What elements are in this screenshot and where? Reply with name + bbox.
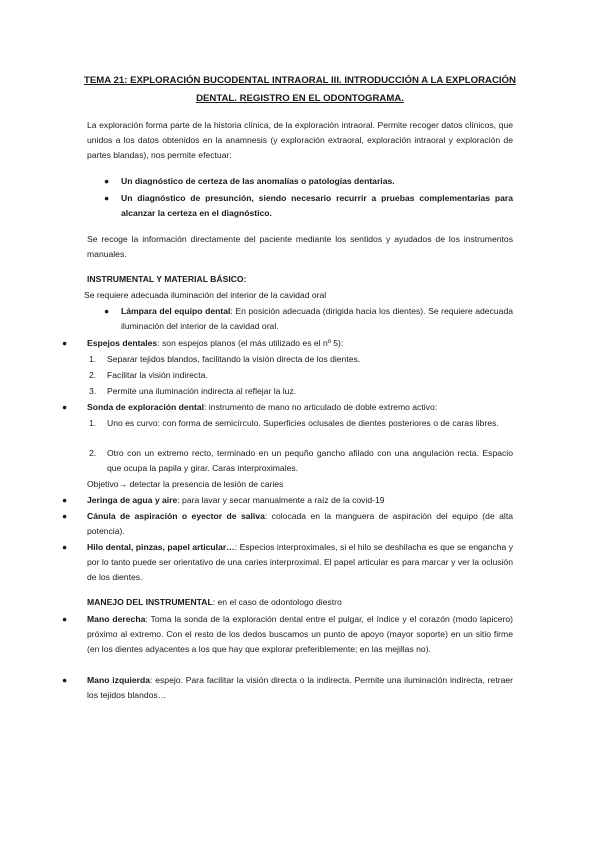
diagnosis-item-1: Un diagnóstico de certeza de las anomalías o patologías dentarias. xyxy=(121,176,395,186)
canula-item xyxy=(87,509,513,539)
hilo-text: : Especios interproximales, si el hilo se deshilacha es que se engancha y por lo tanto puede ser orientativo de una caries interproximal. El papel articular es para marcar y ver la oclusión de los dientes. xyxy=(87,542,513,583)
sonda-subitem-2: Otro con un extremo recto, terminado en un pequño gancho afilado con una angulación recta. Espacio que ocupa la papila y girar. Caras interproximales. xyxy=(107,448,513,474)
lampara-term: Lámpara del equipo dental xyxy=(121,306,231,316)
intro-paragraph: La exploración forma parte de la historia clínica, de la exploración intraoral. Permite recoger datos clínicos, que unidos a los datos obtenidos en la anamnesis (y exploración extraoral, exploración intraoral y exploración de partes blandas), nos permite efectuar: xyxy=(87,120,513,161)
jeringa-item xyxy=(87,493,513,508)
list-number: 1. xyxy=(89,418,97,428)
sonda-item xyxy=(87,400,513,415)
mano-derecha-term: Mano derecha xyxy=(87,614,146,624)
manejo-heading: MANEJO DEL INSTRUMENTAL xyxy=(87,597,213,607)
sonda-subitem-1: Uno es curvo: con forma de semicírculo. Superficies oclusales de dientes posteriores o de caras libres. xyxy=(107,418,499,428)
jeringa-term: Jeringa de agua y aire xyxy=(87,495,178,505)
hilo-item xyxy=(87,540,513,586)
bullet-icon: ● xyxy=(62,495,68,505)
bullet-icon: ● xyxy=(62,675,68,685)
bullet-icon: ● xyxy=(62,402,68,412)
sonda-objetivo: Objetivo→ detectar la presencia de lesión de caries xyxy=(87,479,284,489)
mano-izquierda-item xyxy=(87,673,513,703)
bullet-icon: ● xyxy=(62,614,68,624)
instrumental-heading: INSTRUMENTAL Y MATERIAL BÁSICO: xyxy=(87,274,247,284)
bullet-icon: ● xyxy=(62,542,68,552)
hilo-term: Hilo dental, pinzas, papel articular… xyxy=(87,542,235,552)
espejos-item xyxy=(87,336,513,351)
bullet-icon: ● xyxy=(62,338,68,348)
canula-text: : colocada en la manguera de aspiración del equipo (de alta potencia). xyxy=(87,511,513,537)
lampara-item xyxy=(121,304,513,334)
espejos-text: : son espejos planos (el más utilizado es el nº 5): xyxy=(157,338,344,348)
instrumental-note: Se requiere adecuada iluminación del interior de la cavidad oral xyxy=(84,290,327,300)
list-number: 2. xyxy=(89,448,97,458)
mano-izquierda-text: : espejo. Para facilitar la visión directa o la indirecta. Permite una iluminación indirecta, retraer los tejidos blandos… xyxy=(87,675,513,701)
sonda-text: : instrumento de mano no articulado de doble extremo activo: xyxy=(204,402,438,412)
bullet-icon: ● xyxy=(62,511,68,521)
canula-term: Cánula de aspiración o eyector de saliva xyxy=(87,511,265,521)
diagnosis-item-2: Un diagnóstico de presunción, siendo necesario recurrir a pruebas complementarias para alcanzar la certeza en el diagnóstico. xyxy=(121,193,513,219)
mano-izquierda-term: Mano izquierda xyxy=(87,675,150,685)
espejos-term: Espejos dentales xyxy=(87,338,158,348)
espejos-subitem-1: Separar tejidos blandos, facilitando la visión directa de los dientes. xyxy=(107,354,361,364)
list-number: 1. xyxy=(89,354,97,364)
list-number: 3. xyxy=(89,386,97,396)
bullet-icon: ● xyxy=(104,176,110,186)
page-title: TEMA 21: EXPLORACIÓN BUCODENTAL INTRAORAL III. INTRODUCCIÓN A LA EXPLORACIÓN DENTAL. REGISTRO EN EL ODONTOGRAMA. xyxy=(84,75,516,104)
bullet-icon: ● xyxy=(104,193,110,203)
espejos-subitem-3: Permite una iluminación indirecta al reflejar la luz. xyxy=(107,386,297,396)
list-number: 2. xyxy=(89,370,97,380)
bullet-icon: ● xyxy=(104,306,110,316)
jeringa-text: : para lavar y secar manualmente a raíz de la covid-19 xyxy=(177,495,385,505)
mano-derecha-text: : Toma la sonda de la exploración dental entre el pulgar, el índice y el corazón (modo lapicero) próximo al extremo. Con el resto de los dedos buscamos un punto de apoyo (mayor soporte) en un sitio firme (en los dientes adyacentes a los que hay que explorar preferiblemente; en las mejillas no). xyxy=(87,614,514,655)
manejo-note: : en el caso de odontologo diestro xyxy=(212,597,342,607)
recoge-paragraph: Se recoge la información directamente del paciente mediante los sentidos y ayudados de los instrumentos manuales. xyxy=(87,234,513,260)
espejos-subitem-2: Facilitar la visión indirecta. xyxy=(107,370,208,380)
manejo-heading-row xyxy=(87,595,342,610)
sonda-term: Sonda de exploración dental xyxy=(87,402,204,412)
lampara-text: : En posición adecuada (dirigida hacia los dientes). Se requiere adecuada iluminación del interior de la cavidad oral. xyxy=(121,306,513,332)
mano-derecha-item xyxy=(87,612,513,658)
